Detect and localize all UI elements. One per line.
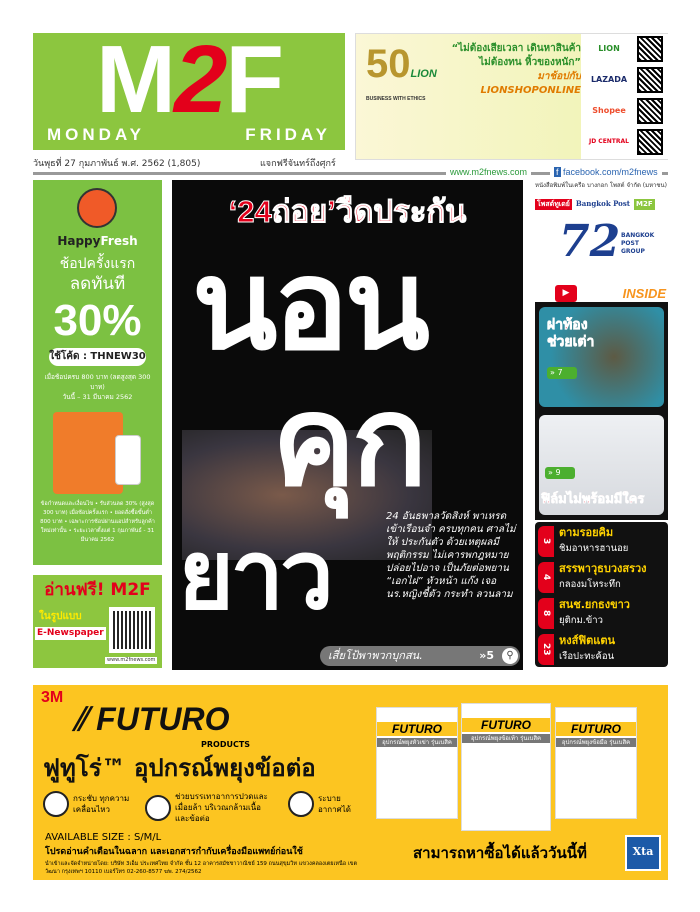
- enews-site: www.m2fnews.com: [107, 657, 156, 663]
- logo-2: 2: [173, 26, 226, 133]
- enews-title: อ่านฟรี! M2F: [44, 580, 151, 600]
- lion-ad[interactable]: [355, 33, 668, 160]
- headline-word: นอน: [192, 236, 426, 375]
- knee-icon: [43, 791, 69, 817]
- available-sizes: AVAILABLE SIZE : S/M/L: [45, 832, 162, 843]
- conditions: เมื่อช้อปครบ 800 บาท (ลดสูงสุด 300 บาท) วันนี้ – 31 มีนาคม 2562: [44, 373, 151, 401]
- shop-shopee[interactable]: Shopee: [592, 106, 626, 115]
- warning: โปรดอ่านคำเตือนในฉลาก และเอกสารกำกับเครื่องมือแพทย์ก่อนใช้: [45, 847, 303, 857]
- shop-lazada[interactable]: LAZADA: [590, 75, 628, 84]
- happyfresh-brand: HappyFresh: [57, 234, 138, 248]
- happyfresh-ad[interactable]: [33, 180, 162, 565]
- product-box: FUTURO อุปกรณ์พยุงข้อเท้า รุ่นเบสิค: [461, 703, 551, 831]
- play-icon: ▶: [555, 285, 577, 302]
- qr-code-icon: [637, 129, 663, 155]
- futuro-ad[interactable]: [33, 685, 668, 880]
- shop-list: [581, 34, 669, 159]
- toc-item[interactable]: 4 สรรพาวุธบวงสรวง กลองมโหระทึก: [535, 560, 668, 595]
- promo-line: ลดทันที: [69, 274, 126, 294]
- enews-line: E-Newspaper: [37, 628, 104, 638]
- availability-text: สามารถหาซื้อได้แล้ววันนี้ที่: [413, 844, 587, 862]
- toc-item[interactable]: 8 สนช.ยกธงขาว ยุติกม.ข้าว: [535, 596, 668, 631]
- orange-mascot-icon: [77, 188, 117, 228]
- promo-line: ช้อปครั้งแรก: [59, 256, 136, 272]
- kicker-headline: ‘24ถ่อย’วืดประกัน: [228, 194, 467, 229]
- inside-story-turtle[interactable]: ผ่าท้อง ช่วยเต่า » 7: [539, 307, 664, 407]
- qr-code-icon: [637, 36, 663, 62]
- headline-word: ยาว: [178, 522, 331, 629]
- legal-text: นำเข้าและจัดจำหน่ายโดย: บริษัท 3เอ็ม ประเทศไทย จำกัด ชั้น 12 อาคารสมัชชาวาณิชย์ 159 ถนนสุขุมวิท แขวงคลองเตยเหนือ เขตวัฒนา กรุงเทพฯ 10110 เบอร์โทร 02-260-8577 ฆพ. 274/2562: [45, 861, 358, 875]
- story-body-lead: 24 อันธพาลวัดสิงห์ พาเหรดเข้าเรือนจำ ครบทุกคน ศาลไม่ให้: [386, 511, 516, 548]
- qr-code-icon: [637, 67, 663, 93]
- pub-bangkokpost: Bangkok Post: [575, 199, 631, 208]
- sister-publications: [535, 198, 668, 210]
- futuro-logo: ⫽ FUTURO: [73, 701, 230, 737]
- shop-jd-central[interactable]: JD CENTRAL: [588, 138, 629, 145]
- headline-word: คุก: [272, 372, 424, 511]
- discount: 30%: [53, 296, 142, 345]
- distribution-note: แจกฟรีจันทร์ถึงศุกร์: [260, 159, 336, 169]
- breathable-icon: [288, 791, 314, 817]
- page-ref: »5: [479, 649, 494, 662]
- product-box: FUTURO อุปกรณ์พยุงข้อมือ รุ่นเบสิค: [555, 707, 637, 819]
- joint-icon: [145, 795, 171, 821]
- feature-item: ระบาย อากาศได้: [288, 791, 368, 817]
- monday-label: MONDAY: [47, 125, 145, 144]
- fine-print: ข้อกำหนดและเงื่อนไข • รับส่วนลด 30% (สูงสุด 300 บาท) เมื่อช้อปครั้งแรก • ยอดสั่งซื้อขั้นต่ำ 800 บาท • เฉพาะการช้อปผ่านแอปสำหรับลูกค้าใหม่เท่านั้น • ระยะเวลาตั้งแต่ 1 กุมภาพันธ์ - 31 มีนาคม 2562: [40, 501, 155, 543]
- website-link[interactable]: www.m2fnews.com: [446, 166, 531, 179]
- facebook-link[interactable]: f facebook.com/m2fnews: [550, 166, 662, 179]
- products-label: PRODUCTS: [201, 740, 251, 749]
- grocery-bag-image: [53, 412, 123, 494]
- lead-story[interactable]: [172, 180, 523, 670]
- inside-story-film[interactable]: » 9 ฟิล์มไม่พร้อมมีใคร: [539, 415, 664, 515]
- qr-code-icon: [109, 607, 155, 653]
- pub-posttoday: โพสต์ทูเดย์: [537, 200, 570, 208]
- masthead: [33, 26, 345, 150]
- lion-50-logo: 50LION BUSINESS WITH ETHICS: [366, 42, 437, 102]
- enewspaper-ad[interactable]: [33, 575, 162, 668]
- pub-m2f: M2F: [636, 200, 653, 208]
- inside-panel: [535, 285, 668, 520]
- related-story-bar[interactable]: เสี่ยโป้พาพวกบุกสน. »5 ⚲: [320, 646, 520, 666]
- enews-line: ในรูปแบบ: [39, 611, 82, 622]
- logo-m: M: [96, 26, 174, 133]
- story-body-rest: ประกันตัว ด้วยเหตุผลมีพฤติกรรม ไม่เคารพกฎหมาย ปล่อยไปอาจ เป็นภัยต่อพยาน “เอกไฝ” หัวหน้า แก๊ง เจอ นร.หญิงชี้ตัว กระทำ ลวนลาม: [386, 537, 513, 600]
- lion-slogan: “ไม่ต้องเสียเวลา เดินหาสินค้า ไม่ต้องทน หิ้วของหนัก” มาช้อปกับ LIONSHOPONLINE: [451, 43, 581, 96]
- search-icon: ⚲: [502, 648, 518, 664]
- promo-code: ใช้โค้ด : THNEW30: [49, 348, 146, 366]
- feature-item: ช่วยบรรเทาอาการปวดและเมื่อยล้า บริเวณกล้ามเนื้อและข้อต่อ: [145, 791, 285, 824]
- issue-date: วันพุธที่ 27 กุมภาพันธ์ พ.ศ. 2562 (1,805): [33, 159, 201, 169]
- publisher-note: หนังสือพิมพ์ในเครือ บางกอก โพสต์ จำกัด (มหาชน): [535, 182, 667, 189]
- m2f-logo: [33, 26, 345, 133]
- facebook-icon: f: [556, 167, 559, 177]
- xta-logo: Xta: [625, 835, 661, 871]
- 3m-logo: 3M: [41, 689, 64, 706]
- product-box: FUTURO อุปกรณ์พยุงหัวเข่า รุ่นเบสิค: [376, 707, 458, 819]
- bangkok-post-72-logo: 72 BANGKOK POST GROUP: [559, 216, 655, 267]
- qr-code-icon: [637, 98, 663, 124]
- inside-label: INSIDE: [622, 286, 666, 301]
- futuro-headline: ฟูทูโร่™ อุปกรณ์พยุงข้อต่อ: [43, 754, 316, 782]
- feature-item: กระชับ ทุกความเคลื่อนไหว: [43, 791, 143, 817]
- story-body: [386, 510, 518, 642]
- toc-item[interactable]: 23 หงส์ฟิตแตน เรือปะทะค้อน: [535, 632, 668, 667]
- toc-item[interactable]: 3 ตามรอยคิม ชิมอาหารฮานอย: [535, 524, 668, 559]
- logo-f: F: [225, 26, 282, 133]
- table-of-contents: [535, 522, 668, 667]
- friday-label: FRIDAY: [245, 125, 331, 144]
- phone-image: [115, 435, 141, 485]
- shop-lion[interactable]: LION: [598, 44, 620, 53]
